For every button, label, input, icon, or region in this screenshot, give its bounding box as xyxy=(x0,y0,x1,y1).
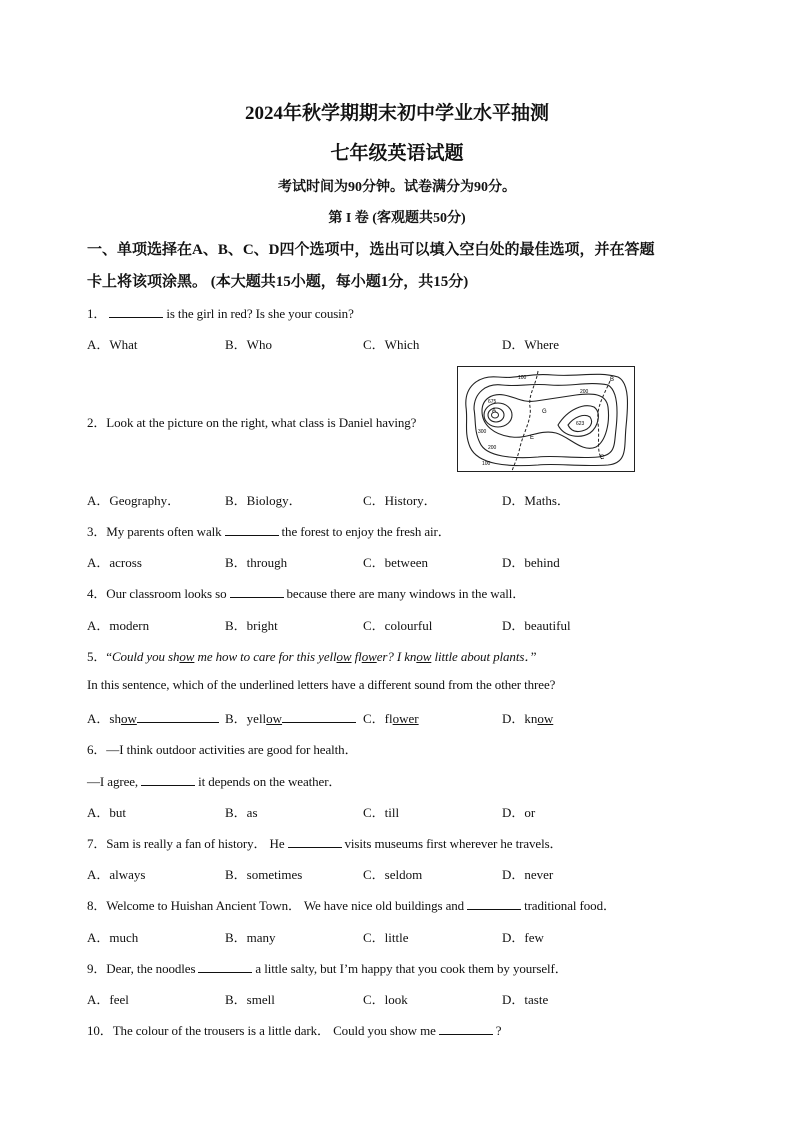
q9-option-d: D．taste xyxy=(502,992,549,1007)
question-2: 2．Look at the picture on the right, what class is Daniel having? xyxy=(87,415,417,430)
q3-option-c: C．between xyxy=(363,555,428,570)
q4-option-c: C．colourful xyxy=(363,618,433,633)
q7-option-c: C．seldom xyxy=(363,867,423,882)
q8-option-b: B．many xyxy=(225,930,276,945)
q9-option-c: C．look xyxy=(363,992,408,1007)
q8-option-a: A．much xyxy=(87,930,139,945)
q3-option-d: D．behind xyxy=(502,555,560,570)
q6-option-a: A．but xyxy=(87,805,127,820)
answer-blank xyxy=(141,774,195,786)
q6-option-b: B．as xyxy=(225,805,258,820)
question-8: 8．Welcome to Huishan Ancient Town． We have nice old buildings and traditional food． xyxy=(87,898,616,913)
q3-option-a: A．across xyxy=(87,555,142,570)
question-4: 4．Our classroom looks so because there are many windows in the wall． xyxy=(87,586,526,601)
q7-option-a: A．always xyxy=(87,867,146,882)
q9-option-a: A．feel xyxy=(87,992,129,1007)
q9-option-b: B．smell xyxy=(225,992,275,1007)
q2-option-c: C．History． xyxy=(363,493,437,508)
exam-subtitle: 七年级英语试题 xyxy=(330,143,464,164)
question-5: 5．“Could you show me how to care for this yellow flower? I know little about plants．” xyxy=(87,649,537,664)
q1-option-a: A．What xyxy=(87,337,138,352)
question-6-reply: —I agree, it depends on the weather． xyxy=(87,774,342,789)
contour-map xyxy=(457,366,635,472)
map-label: A xyxy=(492,408,497,414)
map-label: B xyxy=(610,377,615,383)
question-5-prompt: In this sentence, which of the underlined letters have a different sound from the other three? xyxy=(87,677,556,692)
answer-blank xyxy=(225,524,279,536)
q7-option-d: D．never xyxy=(502,867,554,882)
q2-option-b: B．Biology． xyxy=(225,493,302,508)
q5-option-b: B．yellow xyxy=(225,708,356,727)
q4-option-a: A．modern xyxy=(87,618,150,633)
q8-option-d: D．few xyxy=(502,930,544,945)
answer-blank xyxy=(198,961,252,973)
q2-option-d: D．Maths． xyxy=(502,493,570,508)
q2-option-a: A．Geography． xyxy=(87,493,181,508)
q8-option-c: C．little xyxy=(363,930,409,945)
exam-title: 2024年秋学期期末初中学业水平抽测 xyxy=(244,103,549,124)
question-10: 10．The colour of the trousers is a little dark． Could you show me ? xyxy=(87,1023,502,1038)
q7-option-b: B．sometimes xyxy=(225,867,303,882)
map-label: 675 xyxy=(488,399,497,405)
section-instruction-line1: 一、单项选择在A、B、C、D四个选项中，选出可以填入空白处的最佳选项，并在答题 xyxy=(87,242,655,258)
q5-option-c: C．flower xyxy=(363,711,419,726)
answer-blank xyxy=(109,306,163,318)
answer-blank xyxy=(288,836,342,848)
answer-blank xyxy=(467,898,521,910)
map-label: 100 xyxy=(482,461,491,467)
q5-option-a: A．show xyxy=(87,708,219,727)
q6-option-d: D．or xyxy=(502,805,536,820)
q1-option-b: B．Who xyxy=(225,337,272,352)
answer-blank xyxy=(439,1023,493,1035)
q3-option-b: B．through xyxy=(225,555,288,570)
contour-map-figure xyxy=(458,367,634,471)
map-label: 300 xyxy=(478,429,487,435)
question-9: 9．Dear, the noodles a little salty, but I’m happy that you cook them by yourself． xyxy=(87,961,568,976)
exam-info: 考试时间为90分钟。试卷满分为90分。 xyxy=(278,180,516,195)
question-1: 1． is the girl in red? Is she your cousin? xyxy=(87,306,354,321)
q1-option-d: D．Where xyxy=(502,337,560,352)
q5-option-d: D．know xyxy=(502,711,554,726)
q6-option-c: C．till xyxy=(363,805,400,820)
volume-heading: 第 I 卷 (客观题共50分) xyxy=(328,211,466,226)
map-label: C xyxy=(600,455,605,461)
question-7: 7．Sam is really a fan of history． He visits museums first wherever he travels． xyxy=(87,836,563,851)
map-label: 200 xyxy=(488,445,497,451)
map-label: E xyxy=(530,435,535,441)
q4-option-b: B．bright xyxy=(225,618,278,633)
map-label: 623 xyxy=(576,421,585,427)
answer-blank xyxy=(230,586,284,598)
question-3: 3．My parents often walk the forest to enjoy the fresh air． xyxy=(87,524,451,539)
question-6: 6．—I think outdoor activities are good for health． xyxy=(87,742,358,757)
map-label: 100 xyxy=(518,375,527,381)
q4-option-d: D．beautiful xyxy=(502,618,571,633)
map-label: G xyxy=(542,409,547,415)
map-label: 200 xyxy=(580,389,589,395)
section-instruction-line2: 卡上将该项涂黑。 (本大题共15小题，每小题1分，共15分) xyxy=(87,274,469,290)
q1-option-c: C．Which xyxy=(363,337,420,352)
